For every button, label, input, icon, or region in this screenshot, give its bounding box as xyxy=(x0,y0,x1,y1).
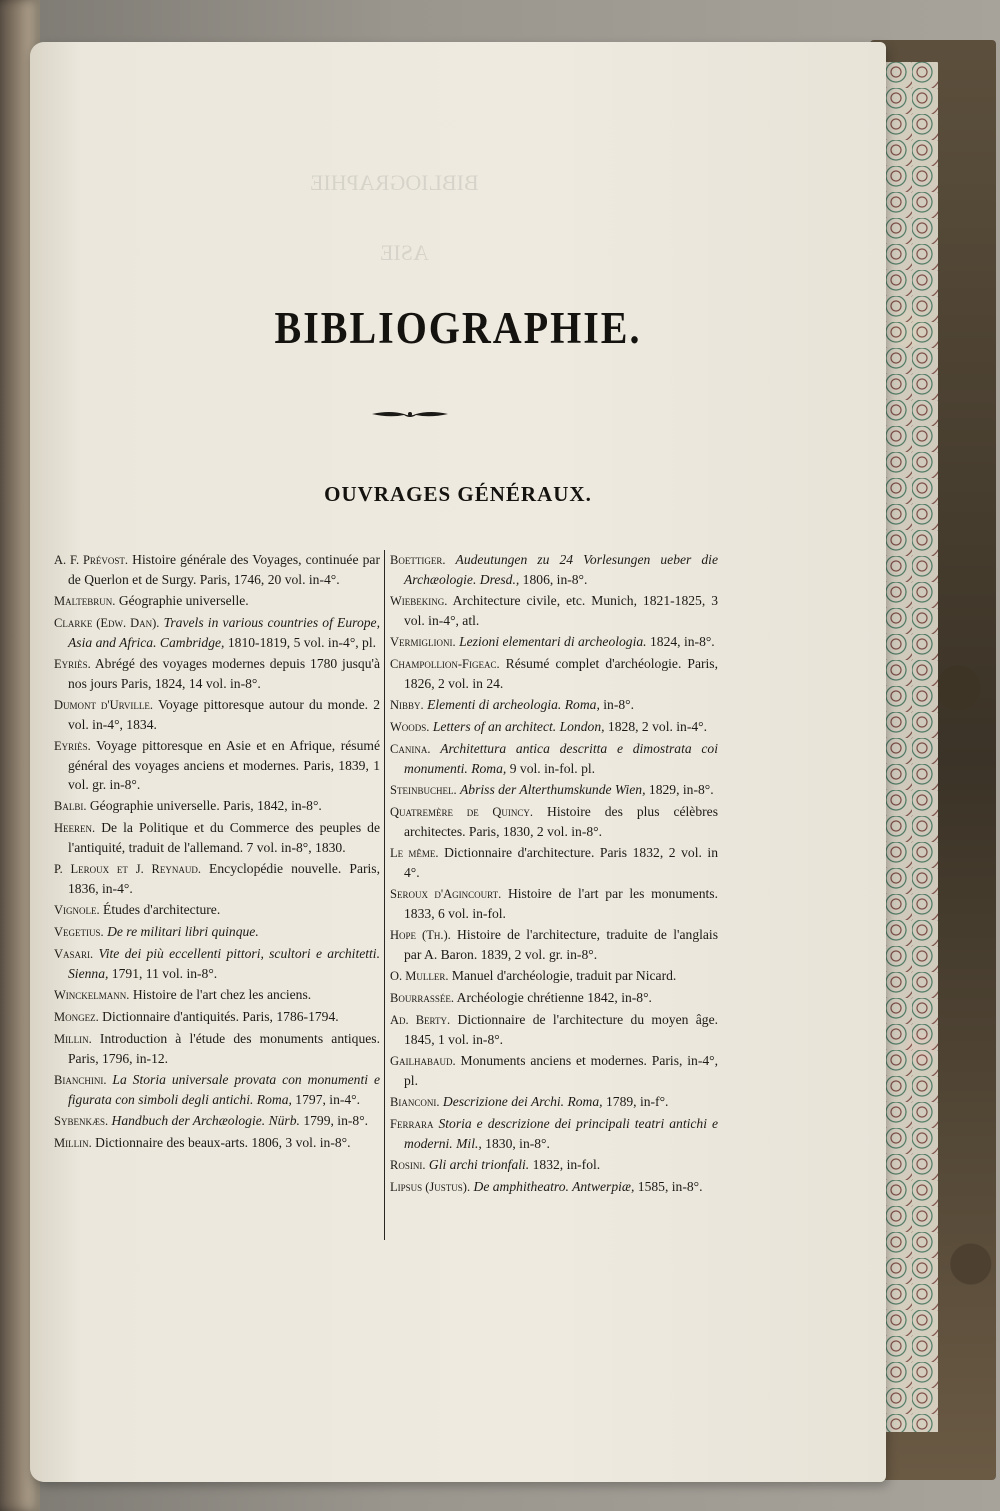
bibliography-entry xyxy=(54,922,380,942)
entry-title-italic: Descrizione dei Archi. Roma, xyxy=(442,1094,603,1109)
entry-text: 1806, in-8°. xyxy=(519,572,588,587)
entry-title-italic: Abriss der Alterthumskunde Wien, xyxy=(459,782,646,797)
entry-author: Winckelmann. xyxy=(54,988,130,1002)
entry-text xyxy=(430,741,440,756)
entry-text: Dictionnaire de l'architecture du moyen âge. 1845, 1 vol. in-8°. xyxy=(404,1012,719,1047)
entry-author: A. F. Prévost. xyxy=(54,553,129,567)
entry-title-italic: Storia e descrizione dei principali teatri antichi e moderni. Mil., xyxy=(404,1116,718,1151)
bibliography-entry xyxy=(390,717,718,737)
entry-author: Woods. xyxy=(390,720,430,734)
entry-author: Vasari. xyxy=(54,947,94,961)
bibliography-entry xyxy=(390,925,718,964)
bibliography-entry xyxy=(390,591,718,630)
entry-author: Bourrassée. xyxy=(390,991,454,1005)
entry-author: Sybenkæs. xyxy=(54,1114,109,1128)
bibliography-entry xyxy=(390,550,718,589)
bibliography-entry xyxy=(54,550,380,589)
entry-author: Eyriès. xyxy=(54,739,91,753)
bibliography-entry xyxy=(390,988,718,1008)
entry-author: Clarke (Edw. Dan). xyxy=(54,616,160,630)
entry-author: Bianconi. xyxy=(390,1095,440,1109)
bibliography-entry xyxy=(390,966,718,986)
entry-author: Heeren. xyxy=(54,821,96,835)
bibliography-entry xyxy=(54,1007,380,1027)
entry-text: 1789, in-f°. xyxy=(602,1094,669,1109)
entry-text: 9 vol. in-fol. pl. xyxy=(506,761,596,776)
entry-author: Wiebeking. xyxy=(390,594,448,608)
entry-title-italic: Letters of an architect. London, xyxy=(432,719,605,734)
bibliography-entry xyxy=(54,900,380,920)
entry-author: Hope (Th.). xyxy=(390,928,451,942)
bibliography-entry xyxy=(54,944,380,983)
marbled-endpaper xyxy=(884,62,938,1432)
entry-author: Vegetius. xyxy=(54,925,104,939)
entry-title-italic: Handbuch der Archæologie. Nürb. xyxy=(111,1113,300,1128)
entry-title-italic: Elementi di archeologia. Roma, xyxy=(427,697,600,712)
entry-author: Eyriès. xyxy=(54,657,91,671)
ghost-subheading: ASIE xyxy=(380,240,429,265)
entry-text: Dictionnaire d'antiquités. Paris, 1786-1794. xyxy=(98,1009,339,1024)
entry-text: Résumé complet d'archéologie. Paris, 1826, 2 vol. in 24. xyxy=(404,656,718,691)
entry-text: Encyclopédie nouvelle. Paris, 1836, in-4°. xyxy=(68,861,380,896)
entry-text xyxy=(445,552,455,567)
entry-author: Maltebrun. xyxy=(54,594,116,608)
entry-text: Géographie universelle. Paris, 1842, in-8°. xyxy=(86,798,322,813)
bibliography-entry xyxy=(390,843,718,882)
entry-author: Nibby. xyxy=(390,698,424,712)
entry-author: Ad. Berty. xyxy=(390,1013,451,1027)
entry-text: 1832, in-fol. xyxy=(529,1157,601,1172)
bibliography-entry xyxy=(54,654,380,693)
entry-author: Balbi. xyxy=(54,799,87,813)
entry-text: 1830, in-8°. xyxy=(481,1136,550,1151)
bibliography-entry xyxy=(54,1070,380,1109)
entry-text: Histoire de l'architecture, traduite de l'anglais par A. Baron. 1839, 2 vol. gr. in-8°. xyxy=(404,927,718,962)
bibliography-entry xyxy=(54,859,380,898)
ghost-heading: BIBLIOGRAPHIE xyxy=(310,170,479,195)
bibliography-entry xyxy=(390,1155,718,1175)
bibliography-entry xyxy=(390,654,718,693)
bibliography-entry xyxy=(390,1114,718,1153)
entry-text: 1828, 2 vol. in-4°. xyxy=(604,719,708,734)
entry-text: 1829, in-8°. xyxy=(645,782,714,797)
ornament-divider xyxy=(370,408,450,420)
bibliography-entry xyxy=(54,736,380,794)
bibliography-entry xyxy=(390,632,718,652)
column-divider xyxy=(384,550,385,1240)
entry-author: Mongez. xyxy=(54,1010,99,1024)
bibliography-entry xyxy=(390,884,718,923)
entry-author: Vignole. xyxy=(54,903,100,917)
bibliography-entry xyxy=(390,739,718,778)
entry-author: Steinbuchel. xyxy=(390,783,457,797)
entry-title-italic: Architettura antica descritta e dimostrata coi monumenti. Roma, xyxy=(404,741,718,776)
entry-author: Rosini. xyxy=(390,1158,426,1172)
entry-title-italic: Gli archi trionfali. xyxy=(428,1157,530,1172)
entry-text: Introduction à l'étude des monuments antiques. Paris, 1796, in-12. xyxy=(68,1031,380,1066)
entry-author: Seroux d'Agincourt. xyxy=(390,887,502,901)
entry-author: Dumont d'Urville. xyxy=(54,698,154,712)
entry-title-italic: De re militari libri quinque. xyxy=(107,924,259,939)
entry-author: O. Muller. xyxy=(390,969,449,983)
bibliography-entry xyxy=(390,1051,718,1090)
entry-text: Histoire de l'art chez les anciens. xyxy=(129,987,312,1002)
bibliography-entry xyxy=(54,695,380,734)
entry-text: 1824, in-8°. xyxy=(646,634,715,649)
bibliography-entry xyxy=(390,1092,718,1112)
entry-author: Quatremère de Quincy. xyxy=(390,805,534,819)
bibliography-left-column xyxy=(54,550,380,1155)
entry-text: De la Politique et du Commerce des peuples de l'antiquité, traduit de l'allemand. 7 vol. in-8°, 1830. xyxy=(68,820,380,855)
entry-author: Boettiger. xyxy=(390,553,446,567)
entry-title-italic: La Storia universale provata con monumenti e figurata con simboli degli antichi. Roma, xyxy=(68,1072,380,1107)
entry-text: Histoire des plus célèbres architectes. Paris, 1830, 2 vol. in-8°. xyxy=(404,804,718,839)
entry-title-italic: Audeutungen zu 24 Vorlesungen ueber die Archæologie. Dresd., xyxy=(404,552,718,587)
entry-text: Dictionnaire des beaux-arts. 1806, 3 vol. in-8°. xyxy=(91,1135,351,1150)
entry-title-italic: Travels in various countries of Europe, Asia and Africa. Cambridge, xyxy=(68,615,380,650)
entry-title-italic: Lezioni elementari di archeologia. xyxy=(459,634,647,649)
entry-text: 1810-1819, 5 vol. in-4°, pl. xyxy=(224,635,377,650)
entry-author: P. Leroux et J. Reynaud. xyxy=(54,862,201,876)
entry-author: Millin. xyxy=(54,1136,92,1150)
entry-author: Bianchini. xyxy=(54,1073,107,1087)
entry-title-italic: De amphitheatro. Antwerpiæ, xyxy=(473,1179,635,1194)
bibliography-entry xyxy=(54,818,380,857)
entry-text: 1791, 11 vol. in-8°. xyxy=(108,966,218,981)
bibliography-entry xyxy=(54,985,380,1005)
bibliography-entry xyxy=(390,780,718,800)
entry-text: in-8°. xyxy=(599,697,634,712)
entry-author: Champollion-Figeac. xyxy=(390,657,500,671)
entry-title-italic: Vite dei più eccellenti pittori, scultori e architetti. Sienna, xyxy=(68,946,380,981)
entry-author: Lipsus (Justus). xyxy=(390,1180,471,1194)
section-title: OUVRAGES GÉNÉRAUX. xyxy=(324,482,592,506)
bibliography-entry xyxy=(390,802,718,841)
entry-text: Dictionnaire d'architecture. Paris 1832, 2 vol. in 4°. xyxy=(404,845,718,880)
entry-text: Histoire générale des Voyages, continuée par de Querlon et de Surgy. Paris, 1746, 20 vol. in-4°. xyxy=(68,552,380,587)
entry-author: Ferrara xyxy=(390,1117,434,1131)
bibliography-entry xyxy=(54,591,380,611)
page-title: BIBLIOGRAPHIE. xyxy=(274,301,642,354)
entry-text: Voyage pittoresque autour du monde. 2 vol. in-4°, 1834. xyxy=(68,697,380,732)
entry-text: Études d'architecture. xyxy=(99,902,221,917)
bibliography-entry xyxy=(390,1177,718,1197)
entry-author: Canina. xyxy=(390,742,431,756)
entry-author: Gailhabaud. xyxy=(390,1054,456,1068)
bibliography-entry xyxy=(54,796,380,816)
entry-text: Géographie universelle. xyxy=(115,593,249,608)
entry-text: 1797, in-4°. xyxy=(291,1092,361,1107)
bibliography-entry xyxy=(54,1133,380,1153)
entry-text: Archéologie chrétienne 1842, in-8°. xyxy=(453,990,652,1005)
entry-text: Monuments anciens et modernes. Paris, in-4°, pl. xyxy=(404,1053,718,1088)
entry-text: 1799, in-8°. xyxy=(299,1113,369,1128)
bibliography-right-column xyxy=(390,550,718,1199)
bibliography-entry xyxy=(390,1010,718,1049)
entry-text: Manuel d'archéologie, traduit par Nicard. xyxy=(448,968,677,983)
bibliography-entry xyxy=(54,1111,380,1131)
entry-text: Histoire de l'art par les monuments. 1833, 6 vol. in-fol. xyxy=(404,886,718,921)
bibliography-entry xyxy=(54,1029,380,1068)
entry-text: Voyage pittoresque en Asie et en Afrique, résumé général des voyages anciens et modernes. Paris, 1839, 1 vol. gr. in-8°. xyxy=(68,738,380,792)
entry-author: Vermiglioni. xyxy=(390,635,456,649)
entry-text: Abrégé des voyages modernes depuis 1780 jusqu'à nos jours Paris, 1824, 14 vol. in-8°. xyxy=(68,656,380,691)
entry-text: Architecture civile, etc. Munich, 1821-1825, 3 vol. in-4°, atl. xyxy=(404,593,718,628)
book-page xyxy=(30,42,886,1482)
bibliography-entry xyxy=(54,613,380,652)
bibliography-entry xyxy=(390,695,718,715)
entry-text: 1585, in-8°. xyxy=(634,1179,703,1194)
entry-author: Millin. xyxy=(54,1032,92,1046)
entry-author: Le même. xyxy=(390,846,439,860)
